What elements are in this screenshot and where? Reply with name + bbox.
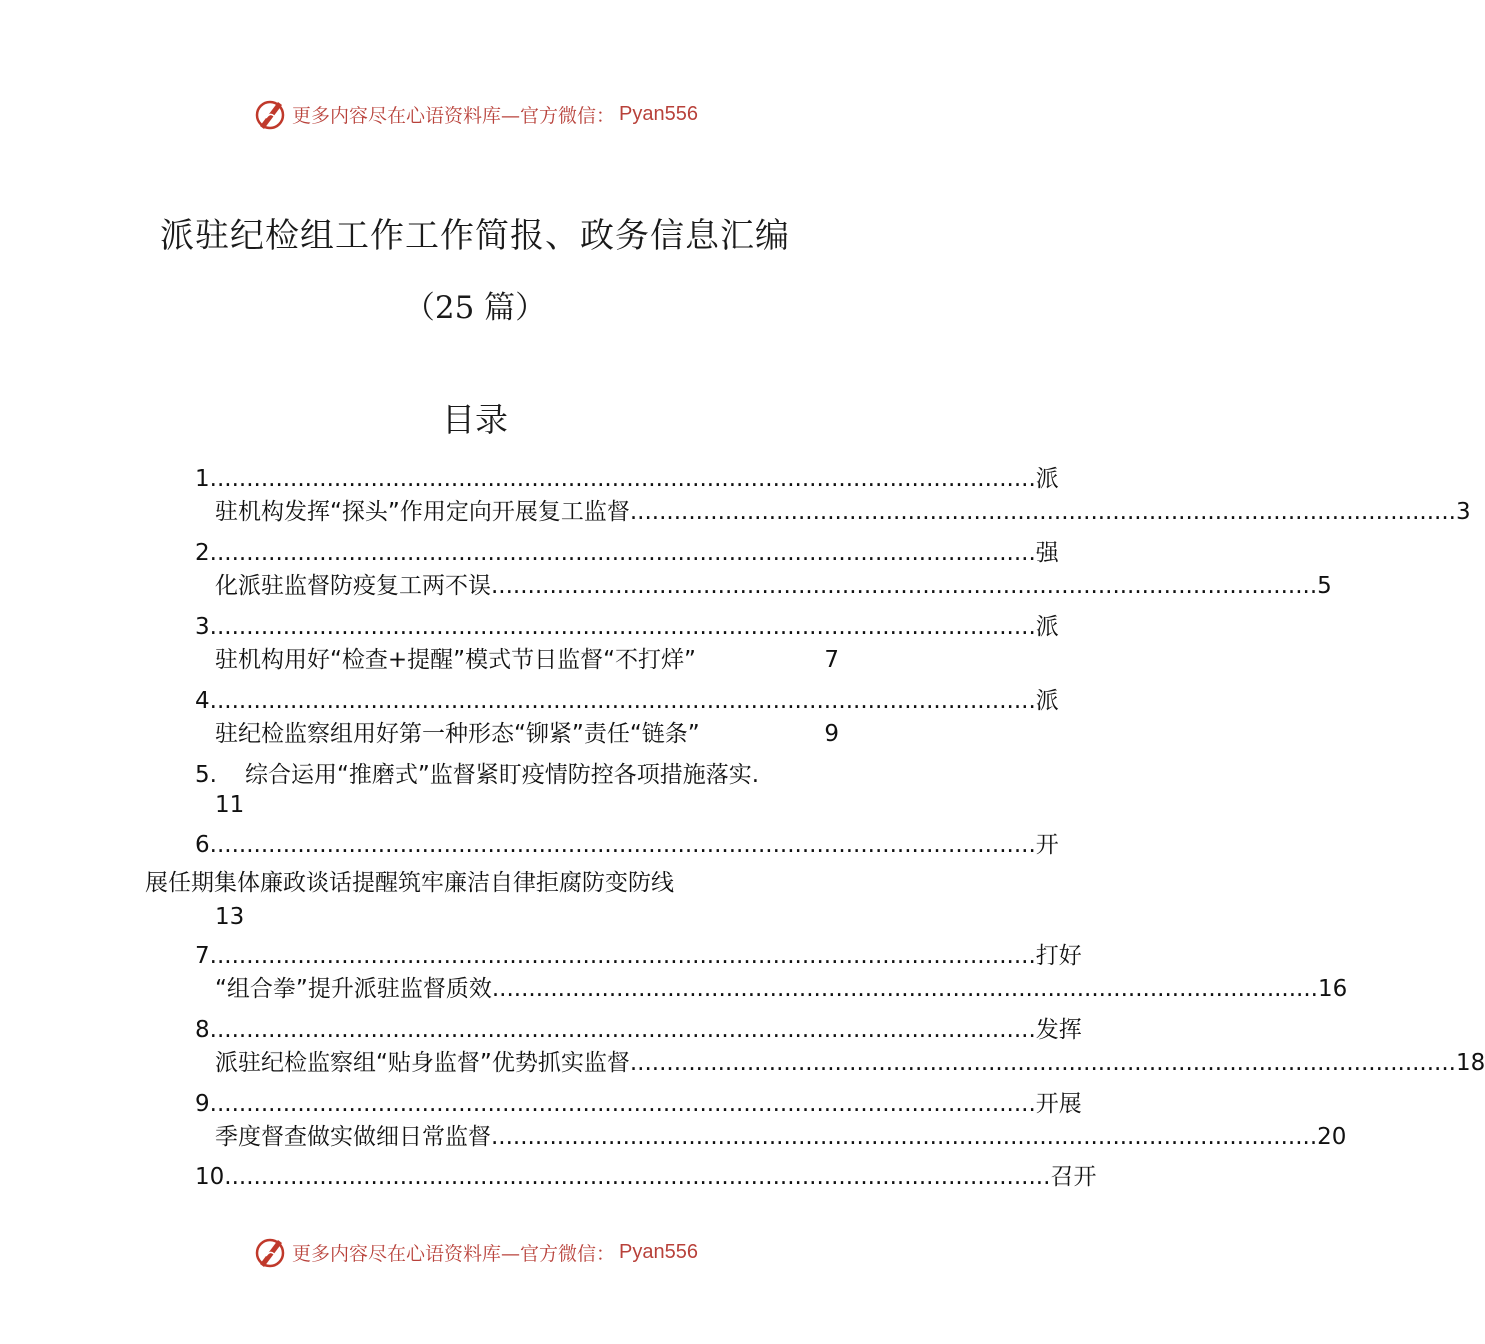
toc-entry-3[interactable] bbox=[195, 612, 1059, 642]
toc-title-lead: 派 bbox=[1035, 614, 1059, 640]
toc-title: 派驻纪检监察组“贴身监督”优势抓实监督 bbox=[215, 1050, 630, 1076]
toc-number: 4 bbox=[195, 688, 210, 714]
toc-entry-8-cont[interactable] bbox=[215, 1048, 1485, 1078]
toc-entry-4[interactable] bbox=[195, 686, 1059, 716]
toc-entry-6-page[interactable] bbox=[215, 902, 315, 932]
toc-title: 驻机构用好“检查+提醒”模式节日监督“不打烊” bbox=[215, 647, 696, 673]
toc-page: 13 bbox=[215, 904, 245, 930]
toc-title: “组合拳”提升派驻监督质效 bbox=[215, 976, 492, 1002]
toc-number: 5. bbox=[195, 762, 217, 788]
toc-entry-10[interactable] bbox=[195, 1162, 1097, 1192]
toc-leader-dots: ................................................................................................................. bbox=[209, 1091, 1036, 1117]
toc-title: 化派驻监督防疫复工两不误 bbox=[215, 573, 491, 599]
banner-wechat: Pyan556 bbox=[619, 102, 698, 125]
toc-title: 综合运用“推磨式”监督紧盯疫情防控各项措施落实. bbox=[244, 762, 760, 788]
toc-page: 18 bbox=[1456, 1050, 1485, 1076]
toc-leader-dots: ................................................................................................................. bbox=[209, 466, 1036, 492]
banner-wechat: Pyan556 bbox=[619, 1240, 698, 1263]
toc-page: 20 bbox=[1317, 1124, 1347, 1150]
toc-number: 8 bbox=[195, 1017, 210, 1043]
toc-page: 16 bbox=[1318, 976, 1348, 1002]
toc-page: 11 bbox=[215, 792, 245, 818]
toc-entry-6-cont[interactable] bbox=[145, 868, 785, 898]
toc-title-lead: 派 bbox=[1035, 688, 1059, 714]
toc-leader-dots: ................................................................................................................. bbox=[209, 943, 1036, 969]
footer-banner bbox=[0, 1232, 950, 1272]
toc-title-lead: 派 bbox=[1035, 466, 1059, 492]
toc-leader-dots: ................................................................................................................. bbox=[209, 688, 1036, 714]
toc-entry-5[interactable] bbox=[195, 760, 845, 790]
toc-entry-4-cont[interactable] bbox=[215, 719, 839, 749]
toc-number: 3 bbox=[195, 614, 210, 640]
document-title: 派驻纪检组工作工作简报、政务信息汇编 bbox=[160, 216, 790, 256]
toc-number: 10 bbox=[195, 1164, 225, 1190]
toc-number: 1 bbox=[195, 466, 210, 492]
pen-circle-logo-icon bbox=[252, 1234, 288, 1270]
pen-circle-logo-icon bbox=[252, 96, 288, 132]
document-subtitle: （25 篇） bbox=[403, 290, 547, 326]
toc-entry-8[interactable] bbox=[195, 1015, 1082, 1045]
toc-number: 9 bbox=[195, 1091, 210, 1117]
toc-title-lead: 发挥 bbox=[1035, 1017, 1082, 1043]
toc-entry-2-cont[interactable] bbox=[215, 571, 1332, 601]
toc-entry-9[interactable] bbox=[195, 1089, 1082, 1119]
toc-entry-7-cont[interactable] bbox=[215, 974, 1348, 1004]
toc-entry-1[interactable] bbox=[195, 464, 1059, 494]
toc-title-lead: 开展 bbox=[1035, 1091, 1082, 1117]
toc-title: 展任期集体廉政谈话提醒筑牢廉洁自律拒腐防变防线 bbox=[145, 870, 674, 896]
toc-heading: 目录 bbox=[442, 400, 508, 439]
toc-leader-dots: ................................................................................................................. bbox=[491, 1124, 1318, 1150]
toc-leader-dots: ................................................................................................................. bbox=[224, 1164, 1051, 1190]
toc-page: 9 bbox=[824, 721, 839, 747]
banner-text: 更多内容尽在心语资料库—官方微信： bbox=[292, 1242, 616, 1265]
toc-leader-dots: ................................................................................................................. bbox=[209, 614, 1036, 640]
toc-title-lead: 召开 bbox=[1050, 1164, 1097, 1190]
toc-number: 7 bbox=[195, 943, 210, 969]
toc-title-lead: 开 bbox=[1035, 832, 1059, 858]
toc-leader-dots: ................................................................................................................. bbox=[209, 1017, 1036, 1043]
toc-entry-1-cont[interactable] bbox=[215, 497, 1471, 527]
toc-title: 驻机构发挥“探头”作用定向开展复工监督 bbox=[215, 499, 630, 525]
toc-leader-dots: ................................................................................................................. bbox=[491, 573, 1318, 599]
toc-leader-dots: ................................................................................................................. bbox=[491, 976, 1318, 1002]
toc-number: 6 bbox=[195, 832, 210, 858]
toc-entry-2[interactable] bbox=[195, 538, 1059, 568]
header-banner bbox=[0, 94, 950, 134]
toc-title: 驻纪检监察组用好第一种形态“铆紧”责任“链条” bbox=[215, 721, 700, 747]
toc-title-lead: 强 bbox=[1035, 540, 1059, 566]
toc-title: 季度督查做实做细日常监督 bbox=[215, 1124, 491, 1150]
toc-entry-6[interactable] bbox=[195, 830, 1059, 860]
toc-entry-9-cont[interactable] bbox=[215, 1122, 1347, 1152]
toc-entry-5-cont[interactable] bbox=[215, 790, 315, 820]
toc-leader-dots: ................................................................................................................. bbox=[209, 832, 1036, 858]
toc-leader-dots: ................................................................................................................. bbox=[629, 499, 1456, 525]
toc-page: 3 bbox=[1456, 499, 1471, 525]
toc-entry-3-cont[interactable] bbox=[215, 645, 839, 675]
toc-page: 5 bbox=[1317, 573, 1332, 599]
toc-title-lead: 打好 bbox=[1035, 943, 1082, 969]
toc-page: 7 bbox=[824, 647, 839, 673]
banner-text: 更多内容尽在心语资料库—官方微信： bbox=[292, 104, 616, 127]
toc-number: 2 bbox=[195, 540, 210, 566]
toc-entry-7[interactable] bbox=[195, 941, 1082, 971]
toc-leader-dots: ................................................................................................................. bbox=[629, 1050, 1456, 1076]
toc-leader-dots: ................................................................................................................. bbox=[209, 540, 1036, 566]
